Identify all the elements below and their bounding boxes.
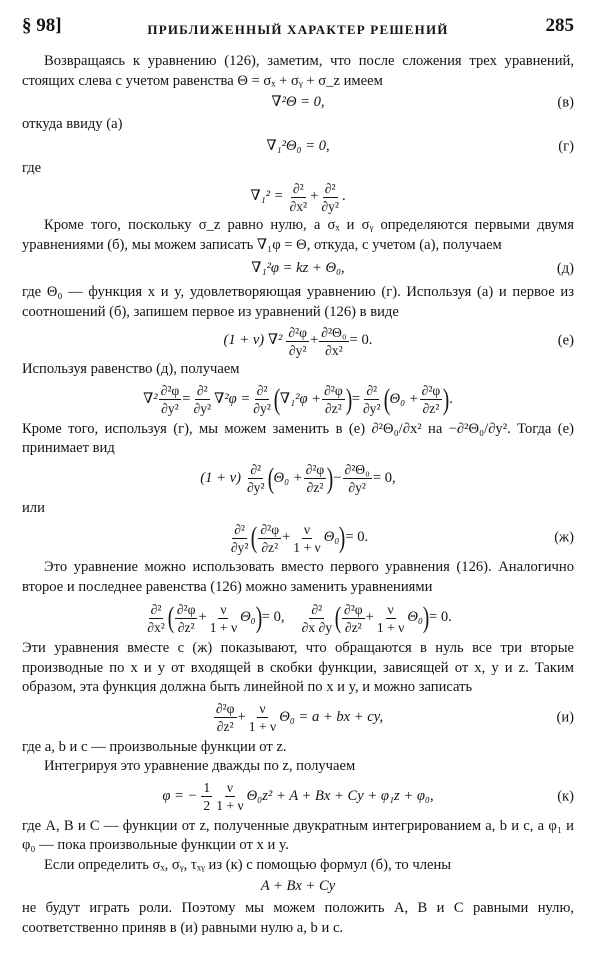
- equation-tag: (и): [556, 708, 574, 725]
- equation-pair: $\frac{\text{∂²}}{\text{∂x²}}$ ( $\frac{\text{∂²φ}}{\text{∂z²}}$ + $\frac{\nu}{1 + \nu}$ Θ₀ ) = 0, $\frac{\text{∂²}}{\partial x \partial y}$ ( $\frac{\text{∂²φ}}{\text{∂z²}}$ + $\frac{\nu}{1 + \nu}$ Θ₀ ) = 0.: [147, 601, 452, 635]
- equation-tag: (е): [557, 332, 574, 349]
- paragraph: Интегрируя это уравнение дважды по z, получаем: [44, 758, 356, 774]
- page-number: 285: [545, 15, 574, 36]
- equation-abc: A + Bx + Cy: [260, 878, 336, 895]
- paragraph: откуда ввиду (а): [22, 116, 123, 132]
- equation-tag: (д): [556, 260, 574, 277]
- paragraph: где Θ₀ — функция x и y, удовлетворяющая уравнению (г). Используя (а) и первое из соотношений (б), запишем первое из уравнений (126) в виде: [22, 284, 574, 320]
- paragraph: Эти уравнения вместе с (ж) показывают, что обращаются в нуль все три вторые производные по x и y от входящей в скобки функции, зависящей от x, y и z. Таким образом, эта функция должна быть линейной по x и y, и можно записать: [22, 640, 574, 695]
- equation-zh: $\frac{\text{∂²}}{\text{∂y²}}$ ( $\frac{\text{∂²φ}}{\text{∂z²}}$ + $\frac{\nu}{1 + \nu}$ Θ₀ ) = 0. (ж): [230, 521, 574, 555]
- equation-d: [22, 255, 574, 283]
- paragraph: Если определить σₓ, σᵧ, τₓᵧ из (к) с помощью формул (б), то члены: [44, 856, 452, 873]
- fraction: $\frac{\text{∂²}}{\text{∂x²}}$: [289, 180, 308, 214]
- running-title: ПРИБЛИЖЕННЫЙ ХАРАКТЕР РЕШЕНИЙ: [147, 22, 449, 37]
- paragraph: Кроме того, используя (г), мы можем заменить в (е) ∂²Θ₀/∂x² на −∂²Θ₀/∂y². Тогда (е) принимает вид: [22, 420, 574, 456]
- equation-long: ∇² $\frac{\text{∂²φ}}{\text{∂y²}}$ = $\frac{\text{∂²}}{\text{∂y²}}$ ∇²φ = $\frac{\text{∂²}}{\text{∂y²}}$ ( ∇₁²φ + $\frac{\text{∂²φ}}{\text{∂z²}}$ ) = $\frac{\text{∂²}}{\text{∂y²}}$ ( Θ₀ + $\frac{\text{∂²φ}}{\text{∂z²}}$ ) .: [143, 382, 453, 416]
- paragraph: не будут играть роли. Поэтому мы можем положить A, B и C равными нулю, соответственно приняв в (и) равными нулю a, b и c.: [22, 900, 574, 936]
- section-number: § 98]: [22, 15, 62, 36]
- equation-new-e: (1 + ν) $\frac{\text{∂²}}{\text{∂y²}}$ ( Θ₀ + $\frac{\text{∂²φ}}{\text{∂z²}}$ ) − $\frac{\text{∂²Θ₀}}{\text{∂y²}}$ = 0,: [200, 461, 396, 495]
- paragraph: Кроме того, поскольку σ_z равно нулю, а σₓ и σᵧ определяются первыми двумя уравнениями (б), мы можем записать ∇₁φ = Θ, откуда, с учетом (а), получаем: [22, 217, 574, 253]
- equation-e: (1 + ν) ∇² $\frac{\text{∂²φ}}{\text{∂y²}}$ + $\frac{\text{∂²Θ₀}}{\text{∂x²}}$ = 0. (е): [223, 324, 574, 358]
- equation-tag: (в): [557, 94, 574, 111]
- paragraph: Используя равенство (д), получаем: [22, 361, 240, 377]
- equation-i: $\frac{\text{∂²φ}}{\text{∂z²}}$ + $\frac{\nu}{1 + \nu}$ Θ₀ = a + bx + cy, (и): [215, 701, 574, 734]
- paragraph: где: [22, 159, 42, 176]
- equation-text: ∇₁²φ = kz + Θ₀,: [251, 260, 345, 277]
- paragraph: где A, B и C — функции от z, полученные двукратным интегрированием a, b и c, а φ₁ и φ₀ — пока произвольные функции от x и y.: [22, 817, 574, 853]
- equation-text: ∇²Θ = 0,: [271, 94, 325, 111]
- fraction: $\frac{\text{∂²φ}}{\text{∂y²}}$: [288, 324, 308, 358]
- fraction: $\frac{\text{∂²Θ₀}}{\text{∂x²}}$: [321, 324, 347, 358]
- fraction: $\frac{\text{∂²}}{\text{∂y²}}$: [321, 180, 339, 214]
- paragraph: или: [22, 499, 45, 516]
- paragraph: Возвращаясь к уравнению (126), заметим, что после сложения трех уравнений, стоящих слева с учетом равенства Θ = σₓ + σᵧ + σ_z имеем: [22, 53, 574, 89]
- equation-tag: (к): [557, 787, 574, 804]
- equation-k: φ = − $\frac{1}{2}$ $\frac{\nu}{1 + \nu}$ Θ₀z² + A + Bx + Cy + φ₁z + φ₀, (к): [162, 780, 574, 813]
- equation-v: [22, 91, 574, 115]
- equation-lhs: ∇₁² =: [250, 188, 284, 205]
- equation-g: [22, 135, 574, 159]
- equation-tag: (ж): [554, 529, 574, 546]
- equation-text: ∇₁²Θ₀ = 0,: [266, 137, 330, 154]
- paragraph: Это уравнение можно использовать вместо первого уравнения (126). Аналогично второе и последнее равенства (126) можно заменить уравнениями: [22, 559, 574, 595]
- equation-tag: (г): [558, 137, 574, 154]
- page-header: [22, 16, 574, 42]
- paragraph: где a, b и c — произвольные функции от z.: [22, 738, 287, 755]
- equation-nabla: ∇₁² = $\frac{\text{∂²}}{\text{∂x²}}$ + $\frac{\text{∂²}}{\text{∂y²}}$ .: [250, 180, 346, 214]
